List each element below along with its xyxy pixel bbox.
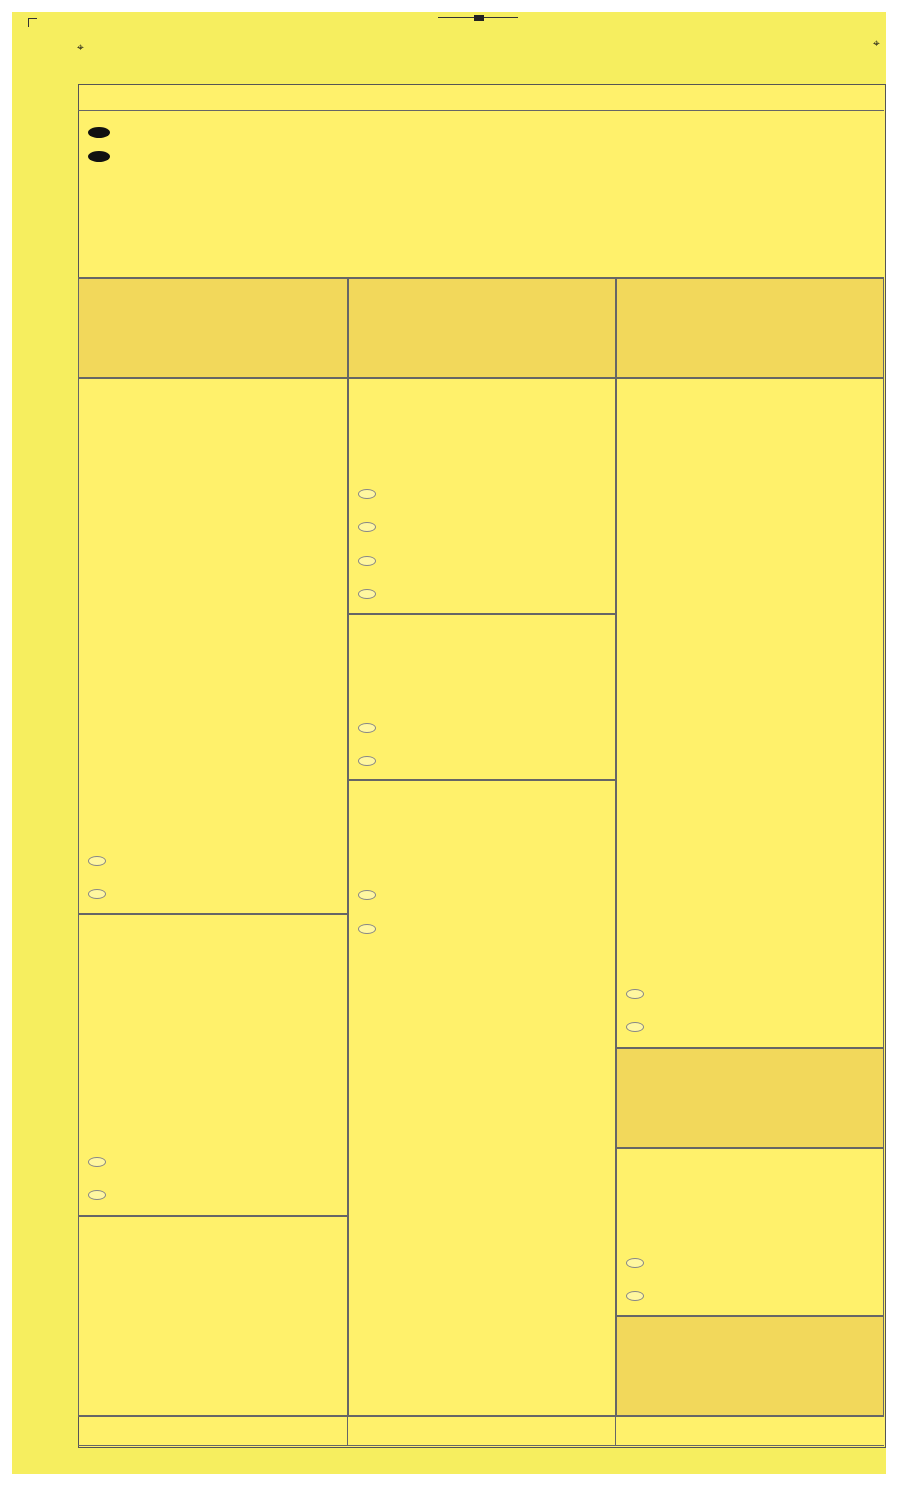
column-header-city — [348, 278, 616, 378]
oval-icon[interactable] — [358, 756, 376, 766]
propA-against-option[interactable] — [626, 1022, 742, 1032]
column-header-city-2 — [616, 278, 884, 378]
empty-cell — [78, 1216, 348, 1416]
registration-mark-left: ⌖ — [77, 40, 84, 54]
mayor-candidate[interactable] — [358, 556, 386, 566]
filled-oval-icon — [88, 151, 110, 162]
school-district-header — [616, 1048, 884, 1148]
trustee-candidate[interactable] — [626, 1291, 654, 1301]
oval-icon[interactable] — [358, 589, 376, 599]
race-board-of-trustees — [616, 1148, 884, 1316]
oval-icon[interactable] — [626, 1022, 644, 1032]
proposition-1 — [78, 378, 348, 914]
mayor-candidate[interactable] — [358, 489, 386, 499]
council-c-candidate[interactable] — [358, 723, 386, 733]
column-divider — [347, 1416, 348, 1446]
oval-icon[interactable] — [626, 1258, 644, 1268]
ballot-footer — [78, 1416, 884, 1446]
column-divider — [615, 1416, 616, 1446]
instruction-note — [88, 125, 884, 139]
council-2-candidate[interactable] — [358, 890, 386, 900]
filled-oval-icon — [88, 127, 110, 138]
oval-icon[interactable] — [626, 1291, 644, 1301]
council-c-candidate[interactable] — [358, 756, 386, 766]
oval-icon[interactable] — [358, 890, 376, 900]
top-center-block — [474, 15, 484, 21]
proposition-2 — [78, 914, 348, 1216]
oval-icon[interactable] — [88, 1157, 106, 1167]
mayor-candidate[interactable] — [358, 589, 386, 599]
mayor-candidate[interactable] — [358, 522, 386, 532]
oval-icon[interactable] — [358, 522, 376, 532]
oval-icon[interactable] — [626, 989, 644, 999]
council-2-candidate[interactable] — [358, 924, 386, 934]
prop2-for-option[interactable] — [88, 1157, 202, 1167]
proposition-a — [616, 378, 884, 1048]
oval-icon[interactable] — [358, 723, 376, 733]
oval-icon[interactable] — [358, 556, 376, 566]
prop1-against-option[interactable] — [88, 889, 190, 899]
vote-both-sides-notice — [616, 1316, 884, 1416]
oval-icon[interactable] — [88, 889, 106, 899]
column-header-constitutional — [78, 278, 348, 378]
oval-icon[interactable] — [358, 924, 376, 934]
oval-icon[interactable] — [358, 489, 376, 499]
registration-mark-right: ⌖ — [873, 36, 880, 50]
race-mayor — [348, 378, 616, 614]
ballot-header — [78, 110, 884, 278]
instruction-note-es — [88, 149, 884, 163]
race-council-place-c — [348, 614, 616, 780]
oval-icon[interactable] — [88, 1190, 106, 1200]
prop1-for-option[interactable] — [88, 856, 202, 866]
prop2-against-option[interactable] — [88, 1190, 190, 1200]
oval-icon[interactable] — [88, 856, 106, 866]
trustee-candidate[interactable] — [626, 1258, 654, 1268]
race-council-district-2 — [348, 780, 616, 1416]
corner-mark — [28, 18, 37, 27]
propA-for-option[interactable] — [626, 989, 752, 999]
